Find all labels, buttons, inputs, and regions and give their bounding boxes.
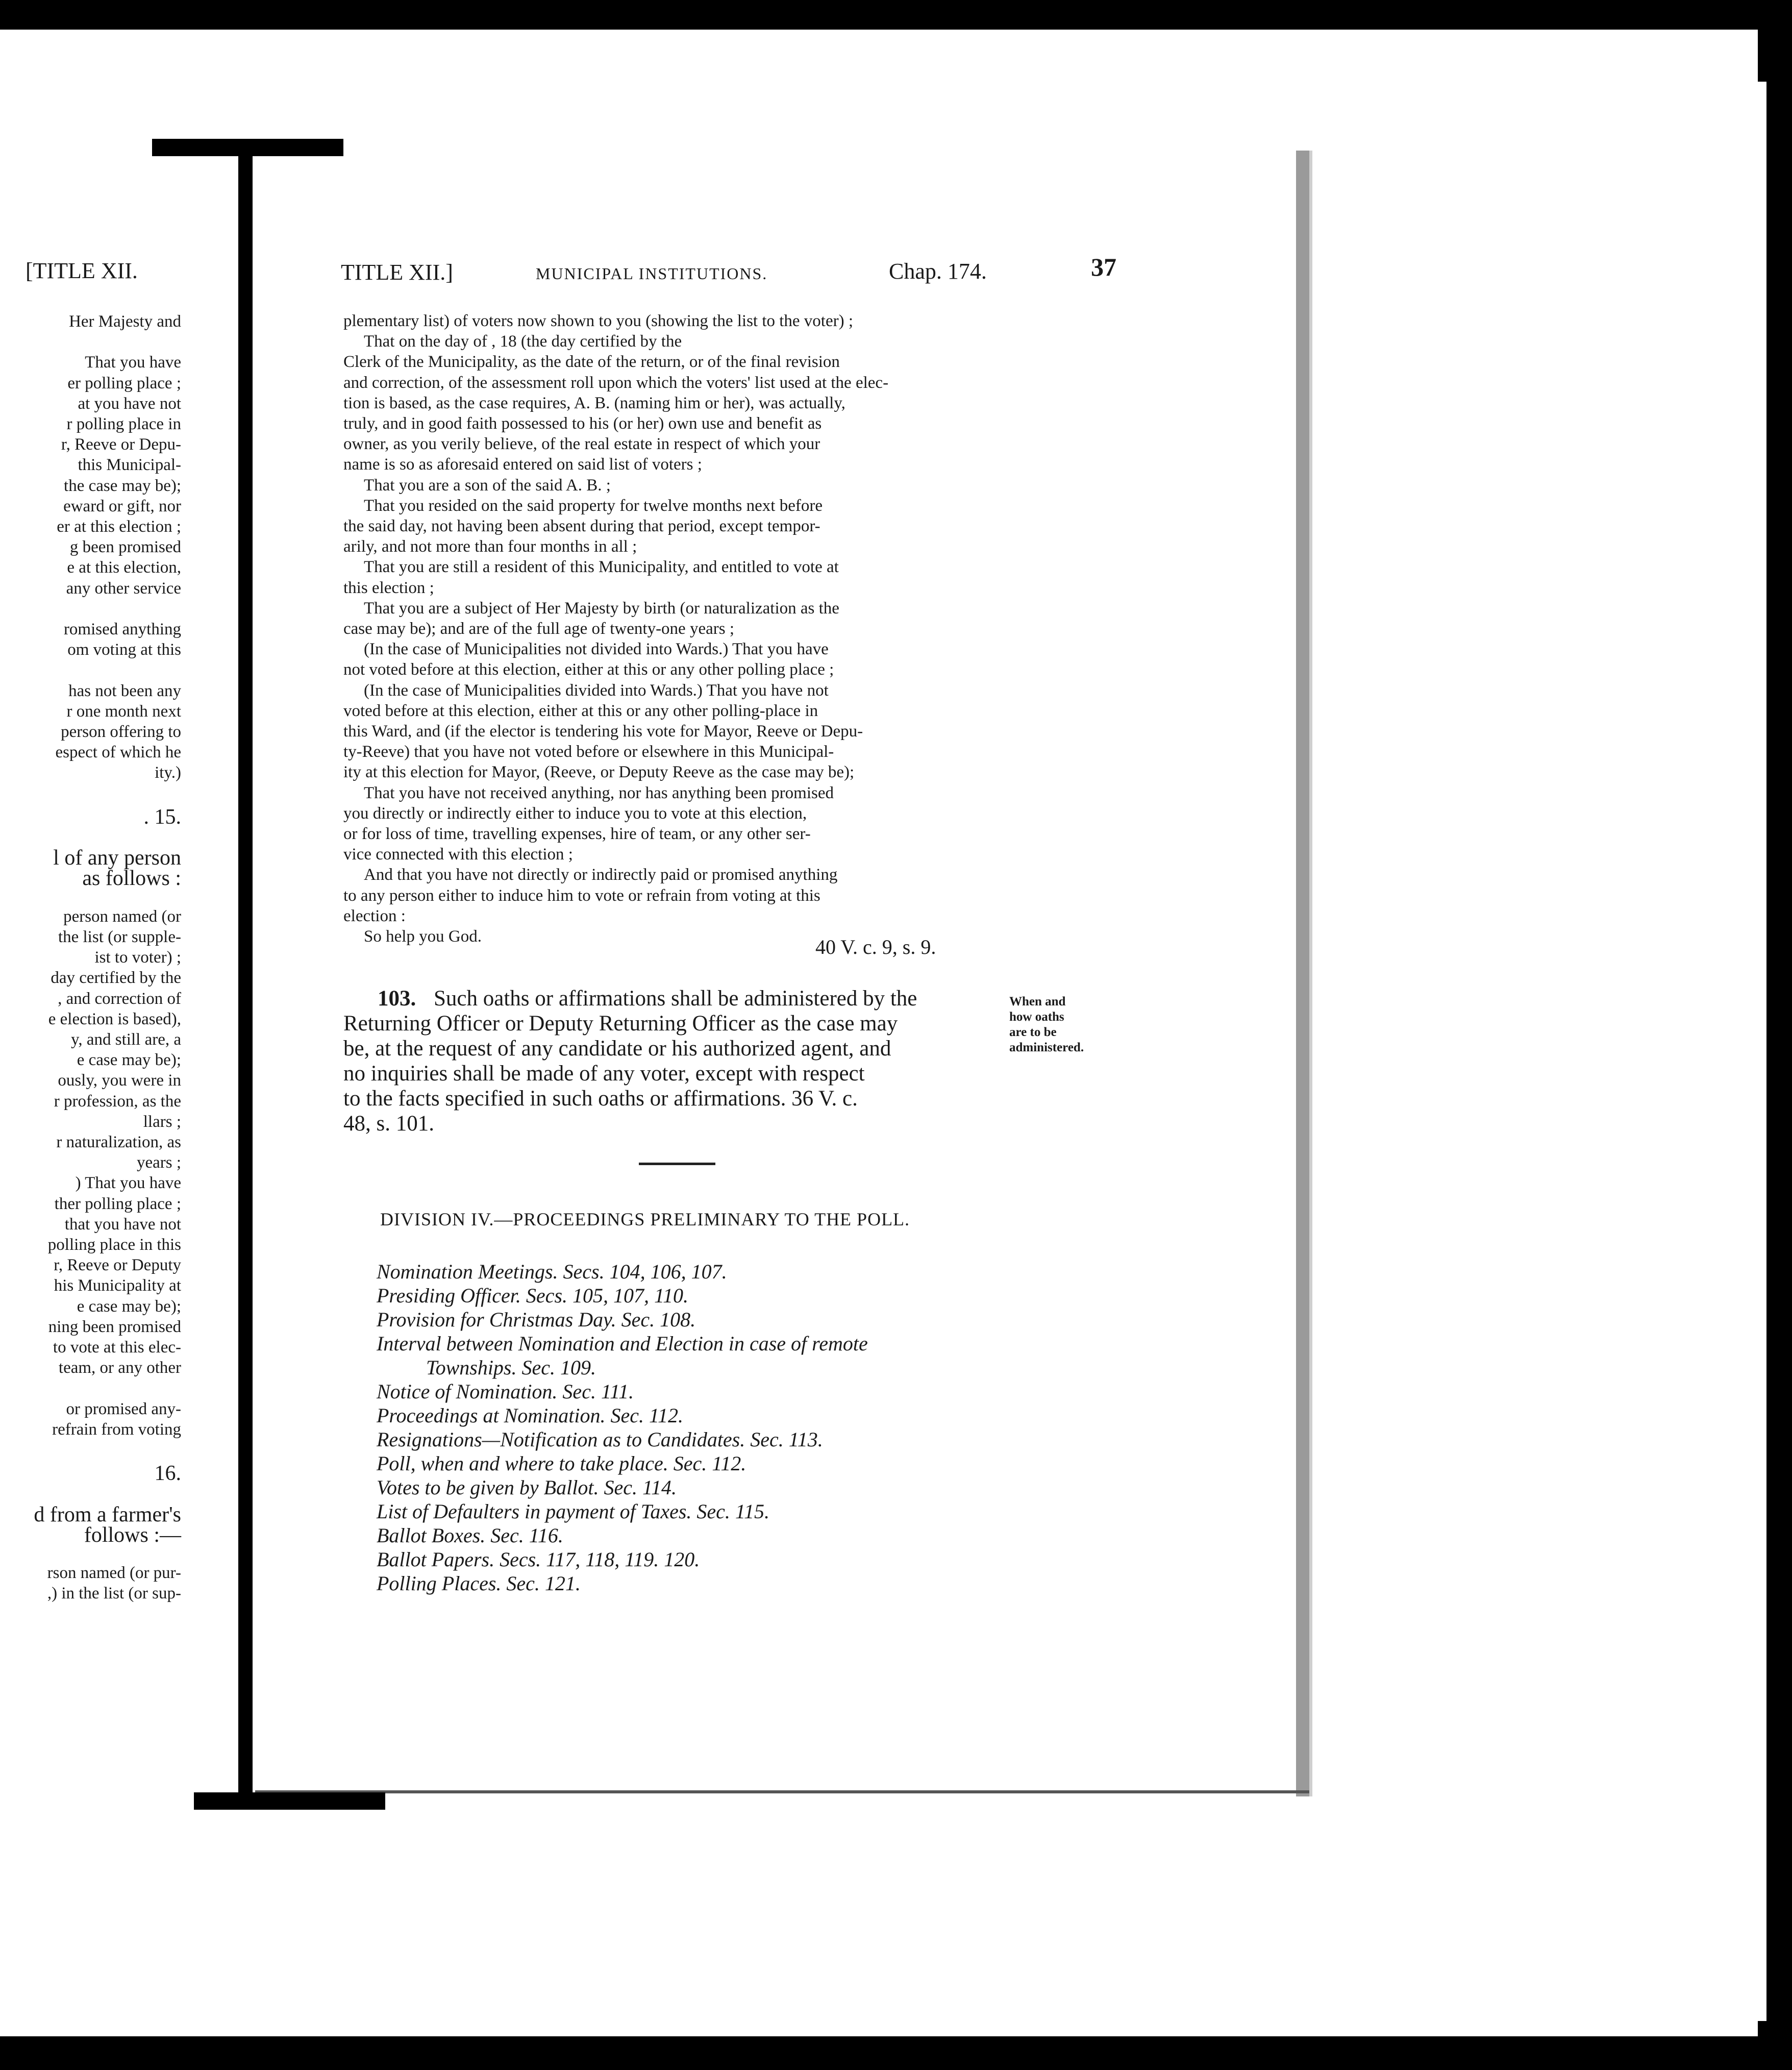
oath-line: this Ward, and (if the elector is tendering his vote for Mayor, Reeve or Depu- [343,722,863,741]
left-page-line: er at this election ; [57,518,181,536]
contents-entry: Resignations—Notification as to Candidates. Sec. 113. [377,1428,823,1451]
scan-border-bottom [0,2036,1792,2070]
left-page-line: espect of which he [55,743,181,762]
oath-line: That on the day of , 18 (the day certified by the [364,332,682,351]
left-page-line: That you have [85,353,181,372]
contents-entry: List of Defaulters in payment of Taxes. Sec. 115. [377,1500,769,1523]
citation-40-v-c-9: 40 V. c. 9, s. 9. [815,935,936,958]
section-103-line: to the facts specified in such oaths or affirmations. 36 V. c. [343,1087,858,1111]
oath-line: truly, and in good faith possessed to his (or her) own use and benefit as [343,414,822,433]
left-page-line: e at this election, [67,558,181,577]
oath-line: ity at this election for Mayor, (Reeve, or Deputy Reeve as the case may be); [343,763,855,782]
oath-line: name is so as aforesaid entered on said list of voters ; [343,455,702,474]
left-page-line: om voting at this [67,640,181,659]
oath-line: (In the case of Municipalities divided into Wards.) That you have not [364,681,829,700]
oath-line: owner, as you verily believe, of the real estate in respect of which your [343,435,820,454]
section-103-line: no inquiries shall be made of any voter, except with respect [343,1062,865,1086]
left-page-line: team, or any other [58,1359,181,1377]
contents-entry: Ballot Boxes. Sec. 116. [377,1524,563,1547]
section-number: 103. [378,987,416,1011]
left-page-line: 16. [154,1462,181,1486]
left-page-line: ) That you have [75,1174,181,1193]
section-rule [639,1163,715,1165]
left-page-line: any other service [66,579,181,598]
left-page-line: polling place in this [47,1236,181,1254]
clip-bracket-stem [238,156,253,1800]
left-page-line: rson named (or pur- [47,1564,181,1583]
left-page-line: refrain from voting [52,1420,181,1439]
oath-line: this election ; [343,578,434,597]
left-page-line: follows :— [84,1523,181,1547]
left-page-line: day certified by the [51,969,181,988]
left-page-line: er polling place ; [67,374,181,392]
left-page-line: has not been any [68,681,181,700]
left-page-line: romised anything [63,620,181,638]
left-page-line: person named (or [63,907,181,926]
contents-entry: Notice of Nomination. Sec. 111. [377,1380,634,1403]
left-page-line: eward or gift, nor [63,497,181,515]
left-page-line: ity.) [155,763,181,782]
oath-line: So help you God. [364,927,482,946]
left-page-line: e case may be); [77,1297,181,1316]
oath-line: That you are still a resident of this Municipality, and entitled to vote at [364,558,839,577]
oath-line: the said day, not having been absent during that period, except tempor- [343,517,820,535]
left-page-line: ther polling place ; [54,1194,181,1213]
oath-line: ty-Reeve) that you have not voted before or elsewhere in this Municipal- [343,743,834,761]
oath-line: tion is based, as the case requires, A. B. (naming him or her), was actually, [343,393,845,412]
oath-line: That you resided on the said property for twelve months next before [364,496,823,515]
left-page-line: to vote at this elec- [53,1338,181,1357]
contents-entry: Nomination Meetings. Secs. 104, 106, 107. [377,1260,727,1283]
left-page-line: Her Majesty and [69,312,181,331]
contents-entry: Polling Places. Sec. 121. [377,1572,581,1595]
left-page-line: r one month next [66,702,181,721]
left-page-line: at you have not [78,394,181,413]
page-number: 37 [1091,253,1116,281]
left-page-header: [TITLE XII. [26,258,138,283]
left-page-line: r, Reeve or Depu- [61,435,181,454]
contents-entry: Ballot Papers. Secs. 117, 118, 119. 120. [377,1548,700,1571]
oath-line: case may be); and are of the full age of twenty-one years ; [343,620,734,638]
oath-line: to any person either to induce him to vote or refrain from voting at this [343,886,820,905]
left-page-line: , and correction of [58,989,181,1008]
oath-line: (In the case of Municipalities not divided into Wards.) That you have [364,640,829,659]
left-page-line: d from a farmer's [34,1502,181,1526]
section-103-line: 48, s. 101. [343,1112,434,1136]
scan-border-right-inner [1751,82,1766,2021]
left-page-line: . 15. [143,805,181,829]
left-page-line: the case may be); [64,476,181,495]
scan-border-top [0,0,1792,30]
left-page-line: y, and still are, a [71,1030,181,1049]
oath-line: And that you have not directly or indirectly paid or promised anything [364,866,838,884]
clip-bracket-top [152,139,343,156]
page-bottom-edge [255,1790,1309,1793]
oath-line: That you are a subject of Her Majesty by birth (or naturalization as the [364,599,839,618]
left-page-line: ,) in the list (or sup- [47,1584,181,1603]
oath-line: not voted before at this election, either at this or any other polling place ; [343,660,834,679]
oath-line: and correction, of the assessment roll upon which the voters' list used at the elec- [343,373,889,392]
oath-line: That you are a son of the said A. B. ; [364,476,611,495]
left-page-line: r polling place in [66,415,181,433]
division-heading: DIVISION IV.—PROCEEDINGS PRELIMINARY TO THE POLL. [380,1209,910,1229]
left-page-line: his Municipality at [54,1276,181,1295]
left-page-line: years ; [136,1153,181,1172]
left-page-line: r profession, as the [54,1092,181,1111]
oath-line: vice connected with this election ; [343,845,573,864]
left-page-line: the list (or supple- [58,928,181,946]
oath-line: Clerk of the Municipality, as the date of the return, or of the final revision [343,353,840,372]
oath-line: voted before at this election, either at this or any other polling-place in [343,701,818,720]
contents-entry: Presiding Officer. Secs. 105, 107, 110. [377,1284,689,1307]
oath-line: you directly or indirectly either to induce you to vote at this election, [343,804,807,823]
left-page-line: ously, you were in [58,1071,181,1090]
oath-line: That you have not received anything, nor has anything been promised [364,783,834,802]
left-page-line: as follows : [82,867,181,891]
left-page-line: this Municipal- [78,456,181,475]
contents-entry: Poll, when and where to take place. Sec. 112. [377,1452,746,1475]
section-103-line: be, at the request of any candidate or his authorized agent, and [343,1037,891,1061]
left-page-line: person offering to [61,723,181,741]
left-page-line: r naturalization, as [56,1133,181,1151]
clip-bracket-bottom [194,1792,385,1810]
section-103-line: Such oaths or affirmations shall be administered by the [434,987,917,1011]
running-header-center: MUNICIPAL INSTITUTIONS. [536,264,768,283]
section-103-line: Returning Officer or Deputy Returning Officer as the case may [343,1012,898,1036]
contents-entry: Provision for Christmas Day. Sec. 108. [377,1308,696,1331]
contents-entry: Interval between Nomination and Election in case of remote [377,1332,868,1355]
contents-entry: Townships. Sec. 109. [426,1356,596,1379]
oath-line: arily, and not more than four months in all ; [343,537,637,556]
oath-line: or for loss of time, travelling expenses, hire of team, or any other ser- [343,825,811,843]
contents-entry: Votes to be given by Ballot. Sec. 114. [377,1476,677,1499]
margin-note-line: administered. [1009,1041,1084,1054]
contents-entry: Proceedings at Nomination. Sec. 112. [377,1404,684,1427]
margin-note-line: When and [1009,995,1066,1008]
left-page-line: or promised any- [66,1399,181,1418]
left-page-line: ist to voter) ; [94,948,181,967]
left-page-line: e case may be); [77,1051,181,1070]
oath-line: plementary list) of voters now shown to you (showing the list to the voter) ; [343,312,854,330]
left-page-line: llars ; [143,1112,181,1131]
running-header-chapter: Chap. 174. [889,259,987,284]
left-page-line: ning been promised [48,1317,181,1336]
left-page-line: r, Reeve or Deputy [54,1256,181,1275]
margin-note-line: how oaths [1009,1010,1064,1024]
left-page-line: that you have not [64,1215,181,1234]
left-page-line: g been promised [69,538,181,557]
left-page-line: l of any person [53,846,181,870]
left-page-line: e election is based), [48,1009,181,1028]
oath-line: election : [343,906,406,925]
margin-note-line: are to be [1009,1025,1057,1039]
running-header-title: TITLE XII.] [341,260,453,285]
